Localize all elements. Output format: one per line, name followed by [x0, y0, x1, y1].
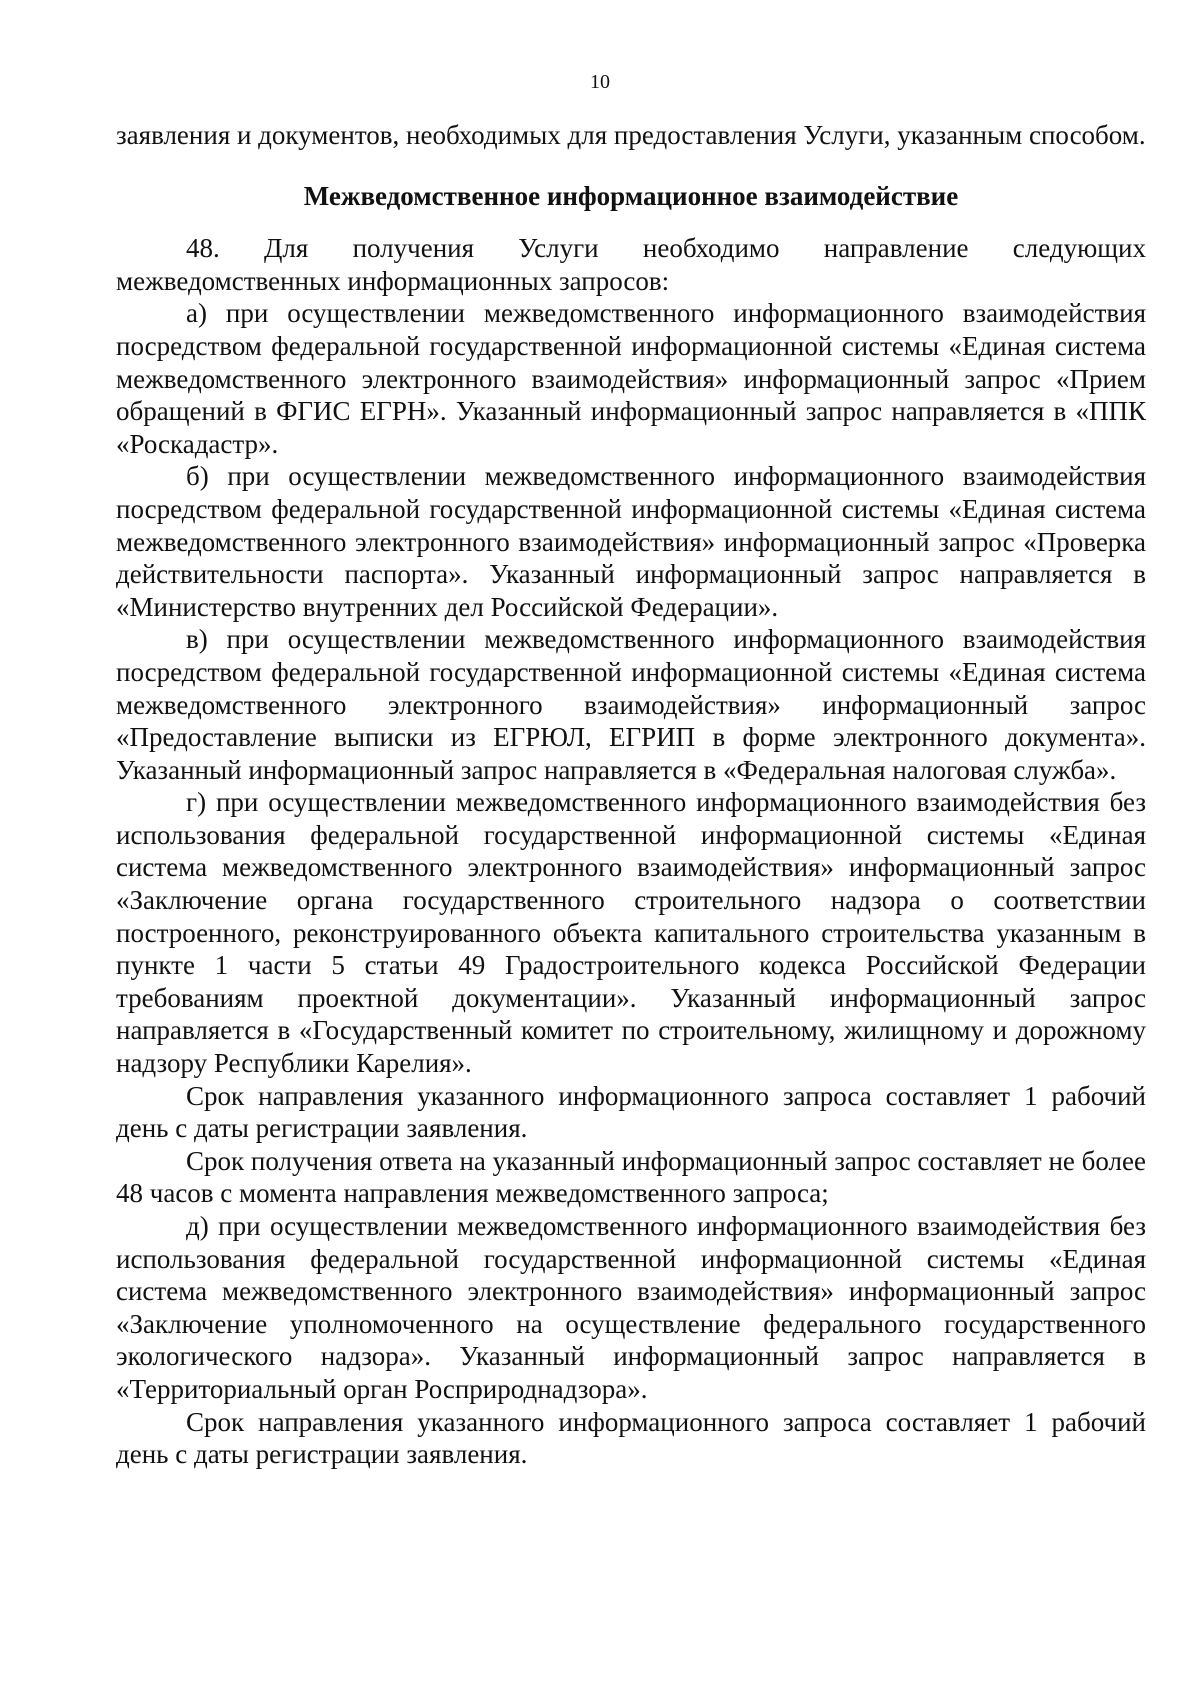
- page-number: 10: [590, 71, 610, 93]
- continuation-paragraph: заявления и документов, необходимых для предоставления Услуги, указанным способом.: [116, 120, 1146, 150]
- paragraph-b: б) при осуществлении межведомственного информационного взаимодействия посредством федеральной государственной информационной системы «Единая система межведомственного электронного взаимодействия» информационный запрос «Проверка действительности паспорта». Указанный информационный запрос направляется в «Министерство внутренних дел Российской Федерации».: [116, 461, 1146, 622]
- paragraph-v: в) при осуществлении межведомственного информационного взаимодействия посредством федеральной государственной информационной системы «Единая система межведомственного электронного взаимодействия» информационный запрос «Предоставление выписки из ЕГРЮЛ, ЕГРИП в форме электронного документа». Указанный информационный запрос направляется в «Федеральная налоговая служба».: [116, 624, 1146, 785]
- paragraph-term-send-2: Срок направления указанного информационного запроса составляет 1 рабочий день с даты регистрации заявления.: [116, 1406, 1146, 1470]
- document-body: [116, 119, 1146, 1471]
- paragraph-g: г) при осуществлении межведомственного информационного взаимодействия без использования федеральной государственной информационной системы «Единая система межведомственного электронного взаимодействия» информационный запрос «Заключение органа государственного строительного надзора о соответствии построенного, реконструированного объекта капитального строительства указанным в пункте 1 части 5 статьи 49 Градостроительного кодекса Российской Федерации требованиям проектной документации». Указанный информационный запрос направляется в «Государственный комитет по строительному, жилищному и дорожному надзору Республики Карелия».: [116, 787, 1146, 1079]
- section-heading: Межведомственное информационное взаимодействие: [303, 180, 959, 211]
- paragraph-48: 48. Для получения Услуги необходимо направление следующих межведомственных информационных запросов:: [116, 233, 1146, 296]
- paragraph-a: а) при осуществлении межведомственного информационного взаимодействия посредством федеральной государственной информационной системы «Единая система межведомственного электронного взаимодействия» информационный запрос «Прием обращений в ФГИС ЕГРН». Указанный информационный запрос направляется в «ППК «Роскадастр».: [116, 298, 1146, 459]
- paragraph-term-send-1: Срок направления указанного информационного запроса составляет 1 рабочий день с даты регистрации заявления.: [116, 1080, 1146, 1144]
- paragraph-term-response: Срок получения ответа на указанный информационный запрос составляет не более 48 часов с момента направления межведомственного запроса;: [116, 1145, 1146, 1209]
- paragraph-d: д) при осуществлении межведомственного информационного взаимодействия без использования федеральной государственной информационной системы «Единая система межведомственного электронного взаимодействия» информационный запрос «Заключение уполномоченного на осуществление федерального государственного экологического надзора». Указанный информационный запрос направляется в «Территориальный орган Росприроднадзора».: [116, 1211, 1146, 1404]
